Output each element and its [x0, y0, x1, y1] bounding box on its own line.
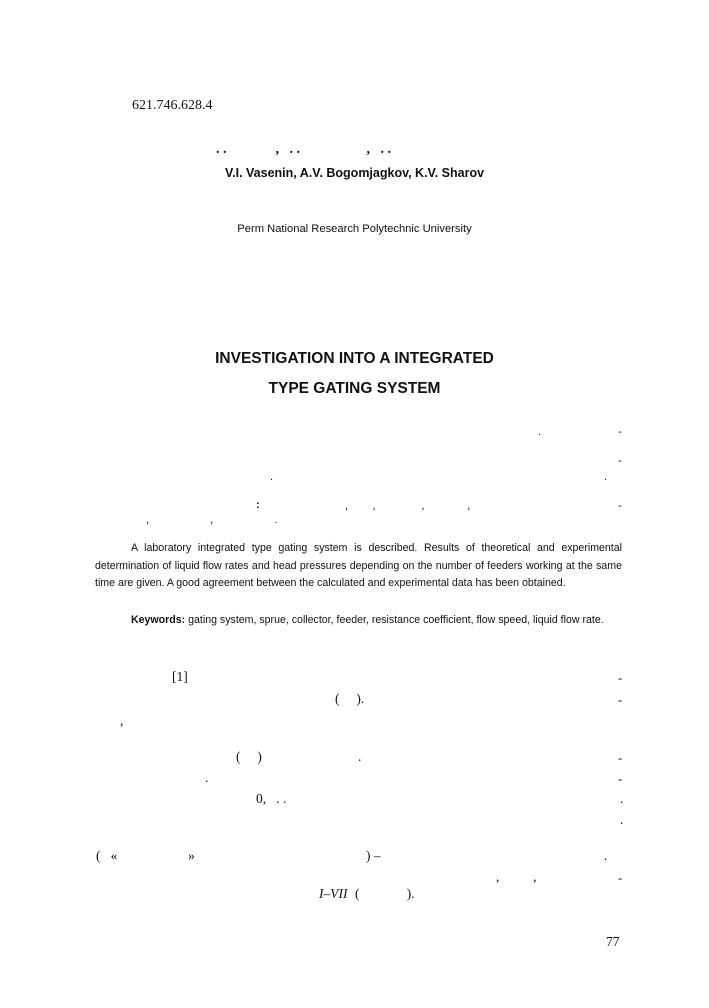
keywords-label: Keywords: — [131, 614, 186, 626]
ru-abstract-mark: . — [270, 471, 274, 483]
body-mark: ( ). — [335, 691, 365, 706]
authors-russian: . . , . . , . . — [216, 142, 391, 157]
body-mark: - — [618, 870, 623, 885]
body-mark: . — [620, 812, 624, 827]
ru-abstract-mark: , , . — [146, 514, 278, 526]
affiliation: Perm National Research Polytechnic University — [237, 223, 472, 235]
abstract-english — [95, 540, 622, 593]
ru-keywords-colon: : — [256, 499, 260, 511]
body-reference: [1] — [172, 669, 188, 684]
keywords — [95, 612, 622, 630]
ru-abstract-mark: - — [618, 455, 622, 467]
ru-abstract-mark: - — [618, 500, 622, 512]
body-mark: . — [604, 848, 608, 863]
body-mark: - — [618, 670, 623, 685]
body-mark: » — [188, 848, 195, 863]
body-mark: . — [620, 791, 624, 806]
body-mark: ) – — [366, 848, 381, 863]
body-roman-numerals: I–VII — [319, 886, 348, 901]
body-mark: . — [358, 749, 362, 764]
ru-abstract-mark: , , , , — [345, 500, 471, 512]
body-mark: . — [205, 770, 209, 785]
body-mark: ( « — [96, 848, 118, 863]
authors-english: V.I. Vasenin, A.V. Bogomjagkov, K.V. Sharov — [224, 166, 485, 180]
title-line-2: TYPE GATING SYSTEM — [268, 380, 441, 397]
ru-abstract-mark: . — [604, 471, 608, 483]
ru-abstract-mark: - — [618, 426, 622, 438]
body-mark: , — [120, 713, 124, 728]
body-mark: ( ). — [355, 886, 415, 901]
title-line-1: INVESTIGATION INTO A INTEGRATED — [215, 350, 494, 367]
abstract-text: A laboratory integrated type gating system is described. Results of theoretical and experimental determination of liquid flow rates and head pressures depending on the number of feeders working at the same time are given. A good agreement between the calculated and experimental data has been obtained. — [95, 542, 622, 590]
ru-abstract-mark: . — [538, 426, 542, 438]
page-number: 77 — [606, 934, 620, 949]
body-mark: - — [618, 692, 623, 707]
keywords-text: gating system, sprue, collector, feeder, resistance coefficient, flow speed, liquid flow rate. — [188, 614, 604, 626]
body-mark: - — [618, 750, 623, 765]
body-mark: - — [618, 771, 623, 786]
body-mark: 0, . . — [256, 791, 287, 806]
body-mark: , , — [496, 869, 537, 884]
body-mark: ( ) — [236, 749, 262, 764]
udc-code: 621.746.628.4 — [132, 98, 213, 113]
